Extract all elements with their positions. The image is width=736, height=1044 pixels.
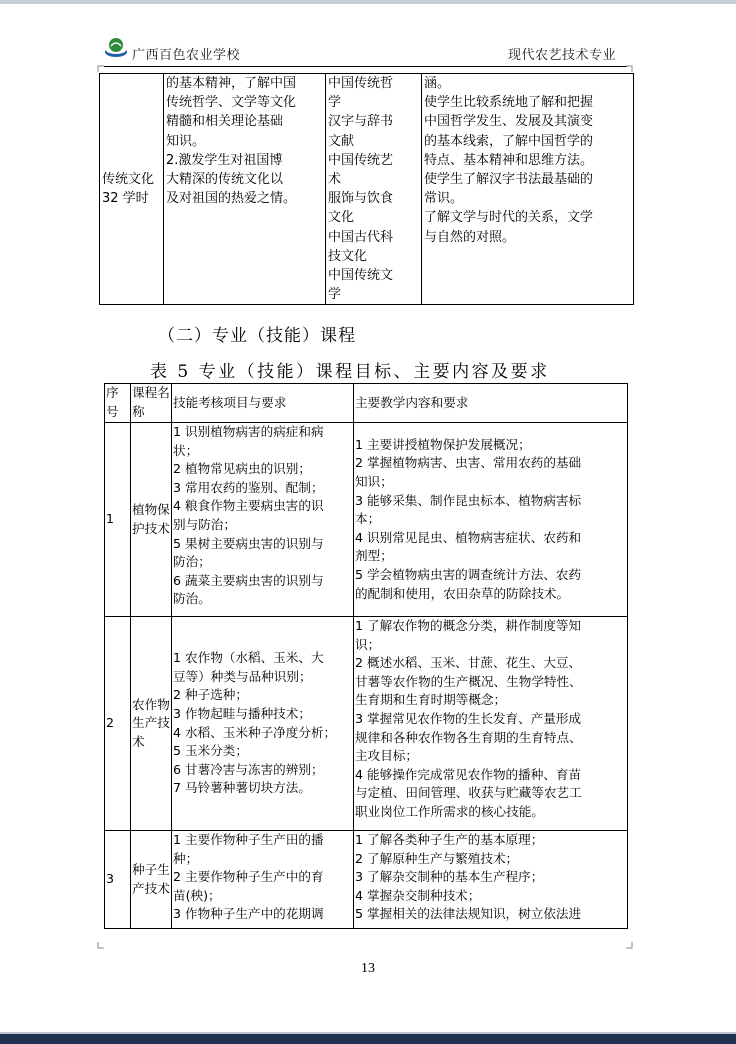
goal-line: 传统哲学、文学等文化	[166, 95, 297, 111]
content-line: 的配制和使用，农田杂草的防除技术。	[355, 585, 570, 601]
requirement-line: 常识。	[424, 191, 464, 207]
module-line: 学	[328, 95, 342, 111]
skill-line: 1 主要作物种子生产田的播	[173, 832, 324, 847]
content-line: 5 学会植物病虫害的调查统计方法、农药	[355, 566, 582, 582]
content-line: 生育期和生育时期等概念；	[355, 692, 507, 708]
requirement-line: 特点、基本精神和思维方法。	[424, 152, 594, 168]
requirement-line: 的基本线索，了解中国哲学的	[424, 133, 594, 149]
header-content: 主要教学内容和要求	[354, 384, 628, 423]
skill-line: 4 水稻、玉米种子净度分析；	[173, 724, 337, 740]
content-line: 4 掌握杂交制种技术；	[355, 887, 481, 903]
requirement-line: 与自然的对照。	[424, 229, 516, 245]
module-line: 中国传统哲	[328, 76, 394, 91]
module-line: 中国古代科	[328, 229, 394, 245]
goal-line: 的基本精神，了解中国	[166, 76, 297, 91]
crop-mark-top-left	[90, 58, 104, 72]
skill-line: 5 果树主要病虫害的识别与	[173, 535, 324, 551]
module-line: 文献	[328, 133, 355, 149]
row-skills	[172, 831, 354, 929]
header-rule	[104, 66, 627, 67]
table-caption: 表 5 专业（技能）课程目标、主要内容及要求	[150, 362, 550, 382]
content-line: 剂型；	[355, 548, 393, 564]
row-skills	[172, 423, 354, 617]
skill-line: 别与防治；	[173, 516, 236, 532]
module-line: 文化	[328, 210, 355, 226]
window-bottom-band	[0, 1032, 736, 1044]
header-no: 序号	[105, 384, 131, 423]
content-line: 1 了解各类种子生产的基本原理；	[355, 832, 544, 847]
row-skills	[172, 617, 354, 831]
content-line: 规律和各种农作物各生育期的生育特点、	[355, 729, 582, 745]
module-line: 中国传统文	[328, 268, 394, 284]
content-line: 4 能够操作完成常见农作物的播种、育苗	[355, 766, 582, 782]
table-row	[105, 423, 628, 617]
table-header-row	[105, 384, 628, 423]
prev-course-table	[99, 73, 634, 305]
goal-line: 精髓和相关理论基础	[166, 114, 284, 130]
skill-line: 防治。	[173, 591, 211, 607]
goal-line: 大精深的传统文化以	[166, 172, 284, 188]
row-course-name: 农作物生产技术	[131, 617, 172, 831]
table-row	[100, 74, 634, 305]
skill-line: 状；	[173, 442, 199, 458]
module-line: 汉字与辞书	[328, 114, 394, 130]
requirement-line: 使学生了解汉字书法最基础的	[424, 172, 594, 188]
content-line: 2 概述水稻、玉米、甘蔗、花生、大豆、	[355, 655, 582, 671]
content-line: 知识；	[355, 474, 393, 490]
row-course-name: 植物保护技术	[131, 423, 172, 617]
header-skills: 技能考核项目与要求	[172, 384, 354, 423]
course-name-cell	[100, 74, 164, 305]
crop-mark-bottom-right	[626, 942, 640, 956]
module-line: 中国传统艺	[328, 152, 394, 168]
module-line: 术	[328, 172, 342, 188]
skill-line: 2 植物常见病虫的识别；	[173, 461, 311, 477]
skill-line: 种；	[173, 850, 199, 866]
table-row	[105, 831, 628, 929]
crop-mark-top-right	[626, 58, 640, 72]
content-line: 主攻目标；	[355, 748, 418, 764]
course-name: 传统文化 32 学时	[102, 172, 155, 207]
row-content	[354, 831, 628, 929]
row-course-name: 种子生产技术	[131, 831, 172, 929]
page-number: 13	[361, 961, 375, 976]
table-row	[105, 617, 628, 831]
goals-cell	[164, 74, 326, 305]
modules-cell	[326, 74, 422, 305]
content-line: 3 掌握常见农作物的生长发育、产量形成	[355, 710, 582, 726]
requirement-line: 中国哲学发生、发展及其演变	[424, 114, 594, 130]
content-line: 识；	[355, 636, 381, 652]
module-line: 学	[328, 287, 342, 303]
skill-line: 豆等）种类与品种识别；	[173, 668, 312, 684]
skill-line: 7 马铃薯种薯切块方法。	[173, 780, 311, 796]
skill-line: 防治；	[173, 554, 211, 570]
skill-line: 6 甘薯冷害与冻害的辨别；	[173, 761, 324, 777]
content-line: 与定植、田间管理、收获与贮藏等农艺工	[355, 785, 582, 801]
requirement-line: 使学生比较系统地了解和把握	[424, 95, 594, 111]
skill-line: 6 蔬菜主要病虫害的识别与	[173, 572, 324, 588]
content-line: 甘薯等农作物的生产概况、生物学特性、	[355, 673, 582, 689]
section-title: （二）专业（技能）课程	[158, 326, 356, 346]
skill-line: 5 玉米分类；	[173, 743, 248, 759]
page-top-edge	[0, 0, 736, 4]
skill-line: 2 主要作物种子生产中的育	[173, 869, 324, 885]
row-content	[354, 423, 628, 617]
skill-line: 2 种子选种；	[173, 687, 248, 703]
requirement-line: 涵。	[424, 76, 451, 91]
school-name: 广西百色农业学校	[132, 48, 241, 63]
skills-course-table	[104, 383, 628, 929]
skill-line: 4 粮食作物主要病虫害的识	[173, 498, 324, 514]
skill-line: 3 常用农药的鉴别、配制；	[173, 479, 324, 495]
requirement-line: 了解文学与时代的关系，文学	[424, 210, 594, 226]
row-content	[354, 617, 628, 831]
module-line: 技文化	[328, 248, 368, 264]
module-line: 服饰与饮食	[328, 191, 394, 207]
row-no: 2	[105, 617, 131, 831]
content-line: 职业岗位工作所需求的核心技能。	[355, 803, 544, 819]
content-line: 2 掌握植物病害、虫害、常用农药的基础	[355, 455, 582, 471]
goal-line: 及对祖国的热爱之情。	[166, 191, 297, 207]
major-name: 现代农艺技术专业	[508, 48, 617, 63]
header-name: 课程名称	[131, 384, 172, 423]
skill-line: 3 作物种子生产中的花期调	[173, 906, 324, 922]
content-line: 5 掌握相关的法律法规知识，树立依法进	[355, 906, 582, 922]
content-line: 1 了解农作物的概念分类，耕作制度等知	[355, 618, 582, 633]
goal-line: 知识。	[166, 133, 206, 149]
skill-line: 3 作物起畦与播种技术；	[173, 705, 311, 721]
requirements-cell	[422, 74, 634, 305]
content-line: 3 了解杂交制种的基本生产程序；	[355, 869, 544, 885]
content-line: 4 识别常见昆虫、植物病害症状、农药和	[355, 529, 582, 545]
skill-line: 1 识别植物病害的病症和病	[173, 424, 324, 439]
content-line: 1 主要讲授植物保护发展概况；	[355, 436, 531, 452]
row-no: 1	[105, 423, 131, 617]
row-no: 3	[105, 831, 131, 929]
goal-line: 2.激发学生对祖国博	[166, 152, 283, 168]
content-line: 2 了解原种生产与繁殖技术；	[355, 850, 519, 866]
skill-line: 苗(秧)；	[173, 887, 221, 903]
crop-mark-bottom-left	[90, 942, 104, 956]
content-line: 本；	[355, 511, 381, 527]
school-logo-icon	[104, 36, 128, 60]
content-line: 3 能够采集、制作昆虫标本、植物病害标	[355, 492, 582, 508]
skill-line: 1 农作物（水稻、玉米、大	[173, 650, 324, 666]
